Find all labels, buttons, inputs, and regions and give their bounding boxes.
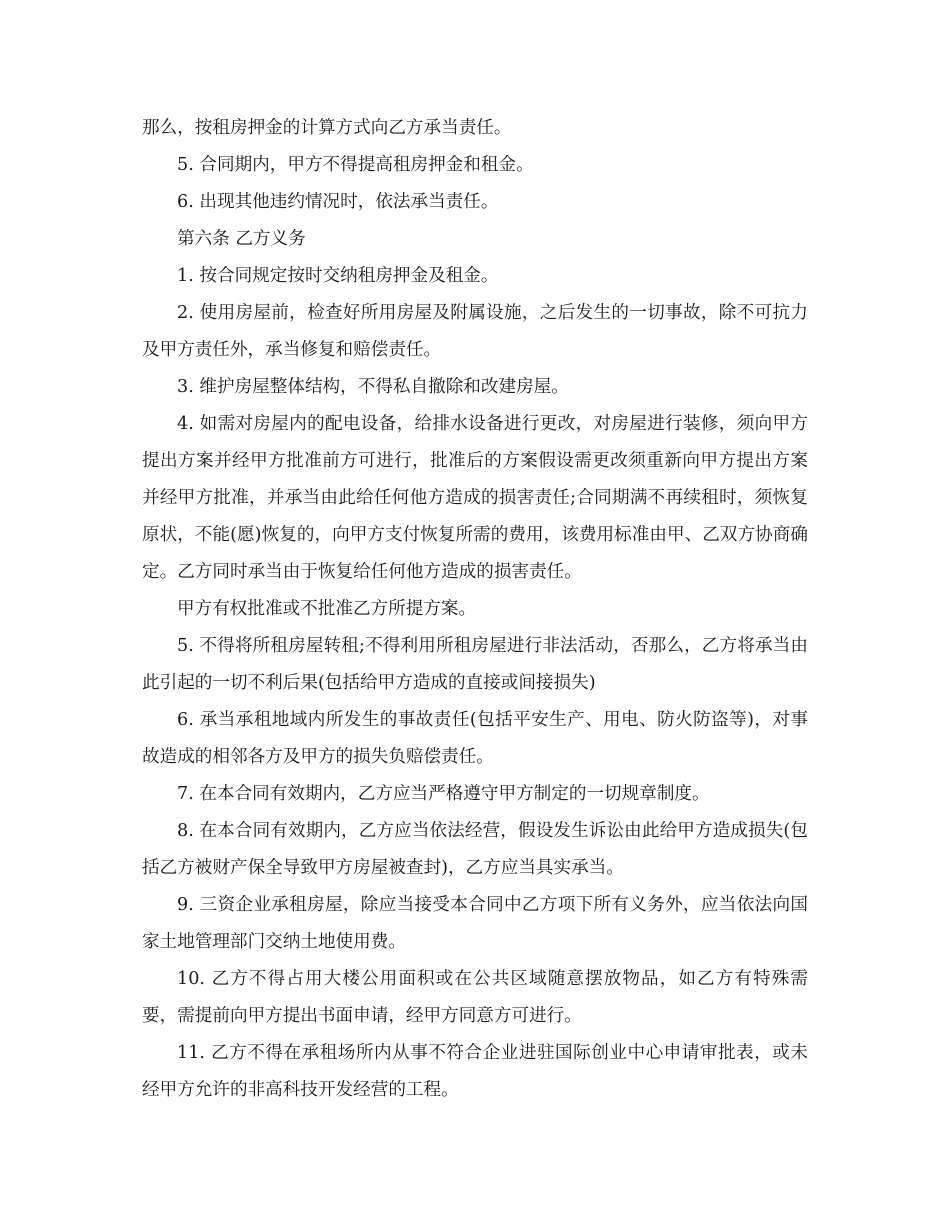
clause-5-paragraph: 5. 合同期内，甲方不得提高租房押金和租金。 [177,155,534,175]
duty-6-paragraph: 6. 承当承租地域内所发生的事故责任(包括平安生产、用电、防火防盗等)，对事故造成的相邻各方及甲方的损失负赔偿责任。 [142,710,808,767]
approval-note-paragraph: 甲方有权批准或不批准乙方所提方案。 [177,599,477,619]
duty-4-paragraph: 4. 如需对房屋内的配电设备，给排水设备进行更改，对房屋进行装修，须向甲方提出方案并经甲方批准前方可进行，批准后的方案假设需更改须重新向甲方提出方案并经甲方批准，并承当由此给任何他方造成的损害责任;合同期满不再续租时，须恢复原状，不能(愿)恢复的，向甲方支付恢复所需的费用，该费用标准由甲、乙双方协商确定。乙方同时承当由于恢复给任何他方造成的损害责任。 [142,414,808,582]
duty-11-paragraph: 11. 乙方不得在承租场所内从事不符合企业进驻国际创业中心申请审批表，或未经甲方允许的非高科技开发经营的工程。 [142,1043,808,1100]
duty-10-paragraph: 10. 乙方不得占用大楼公用面积或在公共区域随意摆放物品，如乙方有特殊需要，需提前向甲方提出书面申请，经甲方同意方可进行。 [142,969,808,1026]
duty-1-paragraph: 1. 按合同规定按时交纳租房押金及租金。 [177,266,499,286]
article-6-heading: 第六条 乙方义务 [177,229,306,249]
duty-5-paragraph: 5. 不得将所租房屋转租;不得利用所租房屋进行非法活动，否那么，乙方将承当由此引起的一切不利后果(包括给甲方造成的直接或间接损失) [142,636,808,693]
duty-7-paragraph: 7. 在本合同有效期内，乙方应当严格遵守甲方制定的一切规章制度。 [177,784,710,804]
duty-3-paragraph: 3. 维护房屋整体结构，不得私自撤除和改建房屋。 [177,377,569,397]
duty-2-paragraph: 2. 使用房屋前，检查好所用房屋及附属设施，之后发生的一切事故，除不可抗力及甲方责任外，承当修复和赔偿责任。 [142,303,808,360]
duty-9-paragraph: 9. 三资企业承租房屋，除应当接受本合同中乙方项下所有义务外，应当依法向国家土地管理部门交纳土地使用费。 [142,895,808,952]
clause-6-paragraph: 6. 出现其他违约情况时，依法承当责任。 [177,192,499,212]
paragraph-continuation: 那么，按租房押金的计算方式向乙方承当责任。 [142,118,512,138]
document-body [142,110,808,1109]
duty-8-paragraph: 8. 在本合同有效期内，乙方应当依法经营，假设发生诉讼由此给甲方造成损失(包括乙方被财产保全导致甲方房屋被查封)，乙方应当具实承当。 [142,821,808,878]
